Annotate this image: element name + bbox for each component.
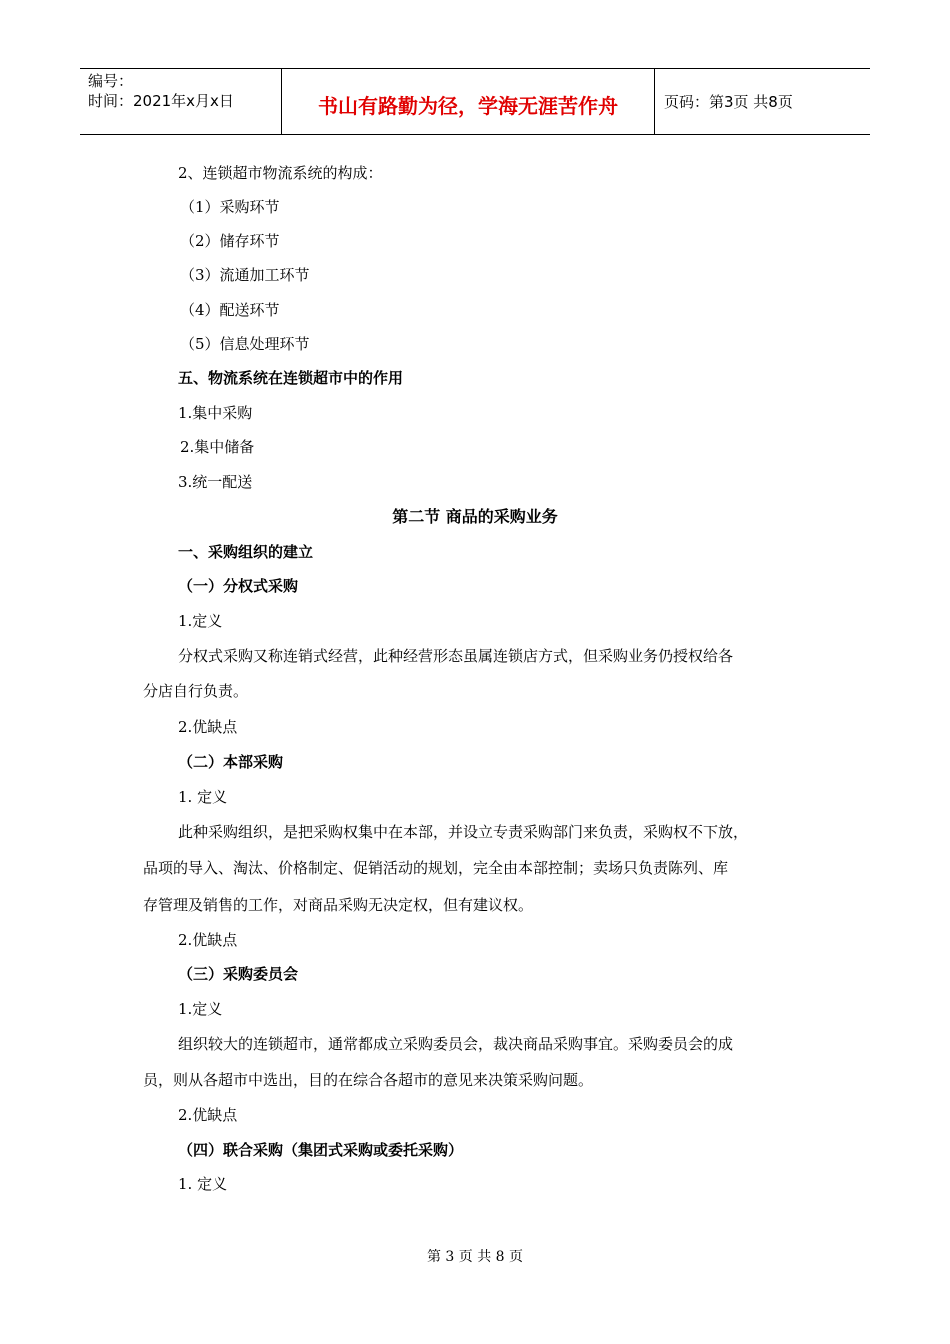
paragraph-line: 分店自行负责。	[143, 682, 249, 700]
paragraph-line: 组织较大的连锁超市，通常都成立采购委员会，裁决商品采购事宜。采购委员会的成	[178, 1035, 734, 1053]
subheading: （四）联合采购（集团式采购或委托采购）	[178, 1141, 464, 1159]
page-footer: 第 3 页 共 8 页	[426, 1249, 524, 1265]
paragraph-line: 员，则从各超市中选出，目的在综合各超市的意见来决策采购问题。	[143, 1071, 594, 1089]
heading-1: 一、采购组织的建立	[178, 543, 314, 561]
text-line: 1. 定义	[178, 788, 228, 806]
text-line: 2.优缺点	[178, 1106, 238, 1124]
list-item: 2.集中储备	[180, 438, 255, 456]
document-date-label: 时间：2021年x月x日	[88, 92, 234, 110]
text-line: 2.优缺点	[178, 931, 238, 949]
page-header	[80, 68, 870, 135]
text-line: 1.定义	[178, 612, 223, 630]
text-line: 2、连锁超市物流系统的构成：	[178, 164, 383, 182]
header-motto: 书山有路勤为径，学海无涯苦作舟	[282, 69, 655, 134]
header-page-info: 页码：第3页 共8页	[664, 93, 793, 111]
document-number-label: 编号：	[88, 72, 134, 90]
header-meta	[80, 69, 282, 134]
list-item: （3）流通加工环节	[180, 266, 310, 284]
list-item: 3.统一配送	[178, 473, 253, 491]
list-item: 1.集中采购	[178, 404, 253, 422]
paragraph-line: 此种采购组织，是把采购权集中在本部，并设立专责采购部门来负责，采购权不下放，	[178, 823, 749, 841]
paragraph-line: 分权式采购又称连销式经营，此种经营形态虽属连锁店方式，但采购业务仍授权给各	[178, 647, 734, 665]
list-item: （5）信息处理环节	[180, 335, 310, 353]
heading-5: 五、物流系统在连锁超市中的作用	[178, 369, 404, 387]
text-line: 1.定义	[178, 1000, 223, 1018]
subheading: （二）本部采购	[178, 753, 284, 771]
section-title: 第二节 商品的采购业务	[392, 507, 558, 526]
subheading: （三）采购委员会	[178, 965, 299, 983]
list-item: （2）储存环节	[180, 232, 280, 250]
list-item: （4）配送环节	[180, 301, 280, 319]
text-line: 1. 定义	[178, 1175, 228, 1193]
list-item: （1）采购环节	[180, 198, 280, 216]
subheading: （一）分权式采购	[178, 577, 299, 595]
paragraph-line: 存管理及销售的工作，对商品采购无决定权，但有建议权。	[143, 896, 534, 914]
text-line: 2.优缺点	[178, 718, 238, 736]
paragraph-line: 品项的导入、淘汰、价格制定、促销活动的规划，完全由本部控制；卖场只负责陈列、库	[143, 859, 729, 877]
